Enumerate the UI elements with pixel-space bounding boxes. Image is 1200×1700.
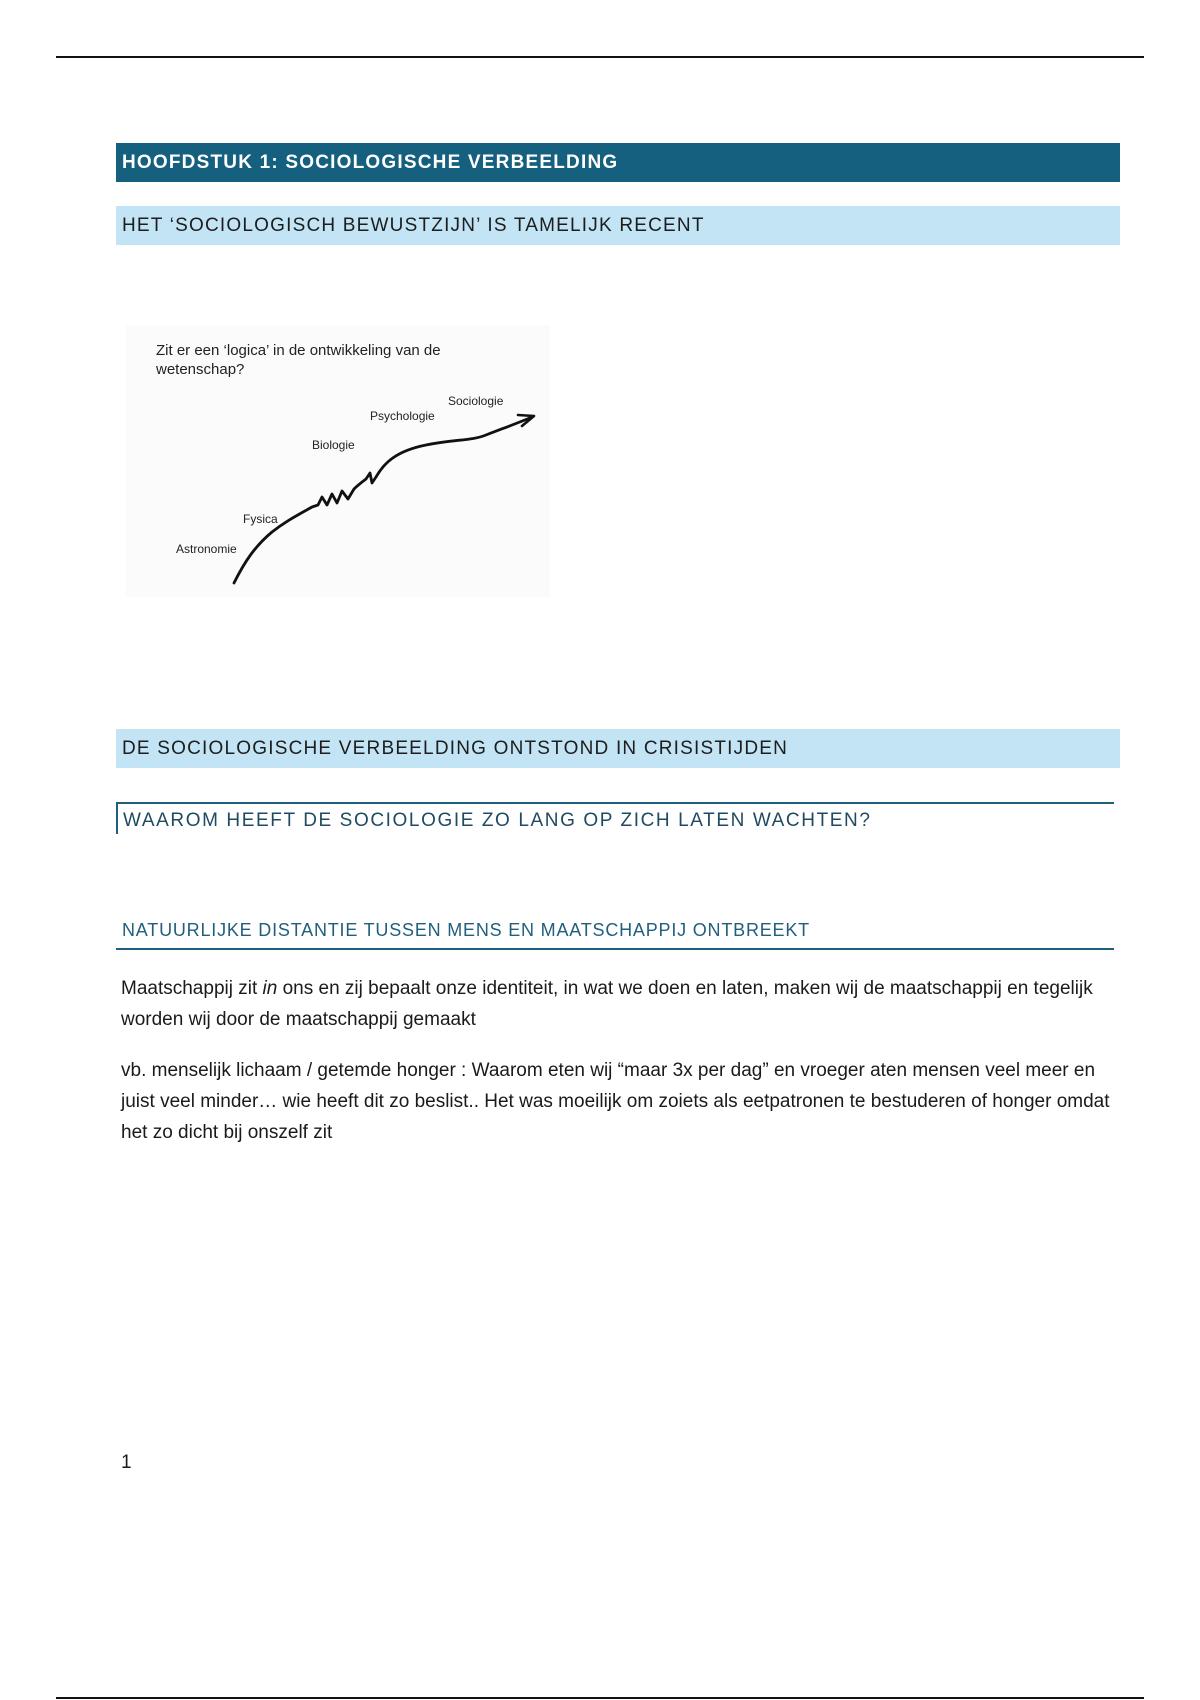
paragraph-maatschappij bbox=[121, 973, 1116, 1035]
header-rule bbox=[56, 56, 1144, 58]
label-biologie: Biologie bbox=[312, 438, 355, 452]
label-astronomie: Astronomie bbox=[176, 542, 237, 556]
paragraph1-emphasis: in bbox=[262, 978, 278, 999]
section-heading-bewustzijn: HET ‘SOCIOLOGISCH BEWUSTZIJN’ IS TAMELIJK RECENT bbox=[116, 206, 1120, 245]
subsubheading-distantie: NATUURLIJKE DISTANTIE TUSSEN MENS EN MAATSCHAPPIJ ONTBREEKT bbox=[116, 920, 1114, 950]
page-number: 1 bbox=[121, 1452, 132, 1473]
paragraph1-before: Maatschappij zit bbox=[121, 978, 263, 999]
development-curve bbox=[234, 417, 532, 583]
label-fysica: Fysica bbox=[243, 512, 278, 526]
subheading-waarom: WAAROM HEEFT DE SOCIOLOGIE ZO LANG OP ZICH LATEN WACHTEN? bbox=[116, 802, 1114, 834]
label-sociologie: Sociologie bbox=[448, 394, 504, 408]
figure-question-line-1: Zit er een ‘logica’ in de ontwikkeling van de bbox=[156, 342, 441, 359]
section-heading-crisistijden: DE SOCIOLOGISCHE VERBEELDING ONTSTOND IN CRISISTIJDEN bbox=[116, 729, 1120, 768]
science-development-figure bbox=[126, 325, 550, 597]
label-psychologie: Psychologie bbox=[370, 409, 435, 423]
paragraph-example: vb. menselijk lichaam / getemde honger : Waarom eten wij “maar 3x per dag” en vroeger aten mensen veel meer en juist veel minder… wie heeft dit zo beslist.. Het was moeilijk om zoiets als eetpatronen te bestuderen of honger omdat het zo dicht bij onszelf zit bbox=[121, 1060, 1110, 1143]
chapter-heading: HOOFDSTUK 1: SOCIOLOGISCHE VERBEELDING bbox=[116, 143, 1120, 182]
paragraph1-after: ons en zij bepaalt onze identiteit, in wat we doen en laten, maken wij de maatschappij en tegelijk worden wij door de maatschappij gemaakt bbox=[121, 978, 1093, 1030]
footer-rule bbox=[56, 1697, 1144, 1699]
figure-question-line-2: wetenschap? bbox=[156, 361, 245, 378]
